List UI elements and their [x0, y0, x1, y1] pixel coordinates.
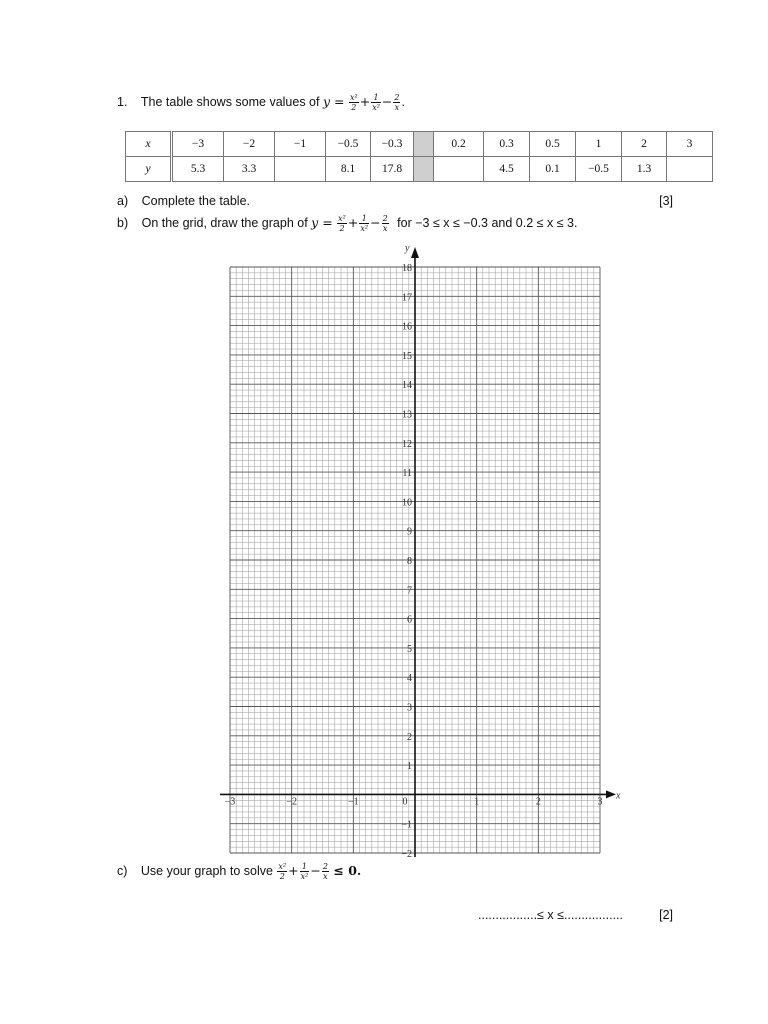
- fraction-term-3: $\frac{2}{x}$: [322, 862, 328, 881]
- y-tick-label: 2: [407, 731, 412, 743]
- y-tick-label: 12: [402, 438, 412, 450]
- table-cell: 1: [576, 132, 622, 157]
- fraction-term-1: $\frac{\text{x²}}{2}$: [278, 862, 287, 881]
- table-cell: 0.1: [530, 157, 576, 182]
- question-intro: The table shows some values of: [140, 94, 320, 109]
- table-cell: −0.5: [576, 157, 622, 182]
- y-tick-label: 13: [402, 409, 412, 421]
- x-tick-label: −3: [224, 796, 236, 808]
- x-axis-label: x: [616, 790, 621, 802]
- y-tick-label: 14: [402, 380, 412, 392]
- fraction-term-1: $\frac{\text{x²}}{2}$: [349, 93, 358, 112]
- equation-lhs: y =: [322, 93, 345, 109]
- graph-paper[interactable]: [190, 240, 630, 862]
- x-tick-labels: [225, 796, 603, 807]
- part-a-marks: [3]: [659, 194, 673, 208]
- table-shaded-cell: [414, 157, 434, 182]
- fraction-term-3: $\frac{2}{x}$: [394, 93, 400, 112]
- part-a: [117, 194, 250, 208]
- y-tick-label: 7: [407, 585, 412, 597]
- y-axis-arrow-icon: [411, 247, 419, 258]
- x-axis-arrow-icon: [606, 790, 616, 798]
- y-tick-label: 16: [402, 321, 412, 333]
- x-tick-label: 1: [474, 796, 480, 808]
- table-header-x: x: [126, 132, 172, 157]
- y-tick-label: 6: [407, 614, 412, 626]
- x-tick-label: 3: [597, 796, 603, 808]
- y-tick-label: 8: [407, 556, 412, 567]
- y-tick-label: 15: [402, 350, 412, 362]
- table-cell: 0.5: [530, 132, 576, 157]
- table-cell: 1.3: [622, 157, 667, 182]
- fraction-term-3: $\frac{2}{x}$: [382, 214, 388, 233]
- x-tick-label: −2: [286, 796, 297, 808]
- fraction-term-1: $\frac{\text{x²}}{2}$: [338, 214, 346, 233]
- table-header-y: y: [126, 157, 172, 182]
- x-tick-label: −1: [348, 796, 359, 808]
- part-a-label: a): [117, 194, 129, 208]
- table-cell: 5.3: [172, 157, 224, 182]
- question-number: 1.: [117, 94, 128, 109]
- y-tick-label: 9: [407, 526, 412, 538]
- part-c-marks: [2]: [659, 908, 673, 922]
- y-tick-label: 3: [407, 702, 412, 714]
- part-c-text: Use your graph to solve: [140, 863, 273, 878]
- y-tick-labels: [401, 263, 412, 860]
- table-cell: 2: [622, 132, 667, 157]
- y-tick-label: 4: [407, 673, 412, 685]
- table-cell: −0.3: [371, 132, 414, 157]
- y-tick-label: −2: [401, 849, 412, 860]
- part-b-label: b): [117, 215, 129, 230]
- part-c-label: c): [117, 863, 128, 878]
- table-cell: −0.5: [326, 132, 371, 157]
- part-c: c) Use your graph to solve $\frac{\text{x²}}{2}$ + $\frac{1}{\text{x²}}$ − $\frac{2}{x}$ ≤ 0.: [117, 862, 362, 881]
- y-tick-label: 18: [402, 263, 412, 274]
- table-cell: 8.1: [326, 157, 371, 182]
- question-header: 1. The table shows some values of y = $\frac{\text{x²}}{2}$ + $\frac{1}{\text{x²}}$ − $\frac{2}{x}$ .: [117, 93, 405, 112]
- fraction-term-2: $\frac{1}{\text{x²}}$: [372, 93, 380, 112]
- answer-line[interactable]: .................≤ x ≤.................: [478, 908, 623, 922]
- y-tick-label: 5: [407, 643, 412, 655]
- table-cell: 17.8: [371, 157, 414, 182]
- y-tick-label: 17: [402, 292, 412, 304]
- table-cell: 0.3: [484, 132, 530, 157]
- part-b: b) On the grid, draw the graph of y = $\frac{\text{x²}}{2}$ + $\frac{1}{\text{x²}}$ − $\frac{2}{x}$ for −3 ≤ x ≤ −0.3 and 0.2 ≤ x ≤ 3.: [117, 214, 578, 233]
- y-tick-label: −1: [401, 819, 412, 831]
- fraction-term-2: $\frac{1}{\text{x²}}$: [360, 214, 369, 233]
- table-cell: −2: [224, 132, 275, 157]
- table-cell: 4.5: [484, 157, 530, 182]
- part-b-text: On the grid, draw the graph of: [141, 215, 308, 230]
- table-cell: 3: [667, 132, 713, 157]
- part-b-range: for −3 ≤ x ≤ −0.3 and 0.2 ≤ x ≤ 3.: [397, 215, 578, 230]
- part-a-text: Complete the table.: [141, 194, 251, 208]
- y-tick-label: 11: [402, 468, 412, 480]
- table-cell-blank[interactable]: [275, 157, 326, 182]
- x-tick-label: 0: [402, 796, 408, 808]
- fraction-term-2: $\frac{1}{\text{x²}}$: [300, 862, 309, 881]
- table-row-x: [126, 132, 713, 157]
- y-tick-label: 1: [407, 761, 412, 773]
- table-shaded-cell: [414, 132, 434, 157]
- table-cell-blank[interactable]: [434, 157, 484, 182]
- table-cell: 0.2: [434, 132, 484, 157]
- y-tick-label: 10: [402, 497, 412, 509]
- table-row-y: [126, 157, 713, 182]
- values-table: [125, 131, 713, 182]
- table-cell: −3: [172, 132, 224, 157]
- table-cell: −1: [275, 132, 326, 157]
- table-cell-blank[interactable]: [667, 157, 713, 182]
- table-cell: 3.3: [224, 157, 275, 182]
- x-tick-label: 2: [535, 796, 541, 808]
- y-axis-label: y: [405, 243, 410, 254]
